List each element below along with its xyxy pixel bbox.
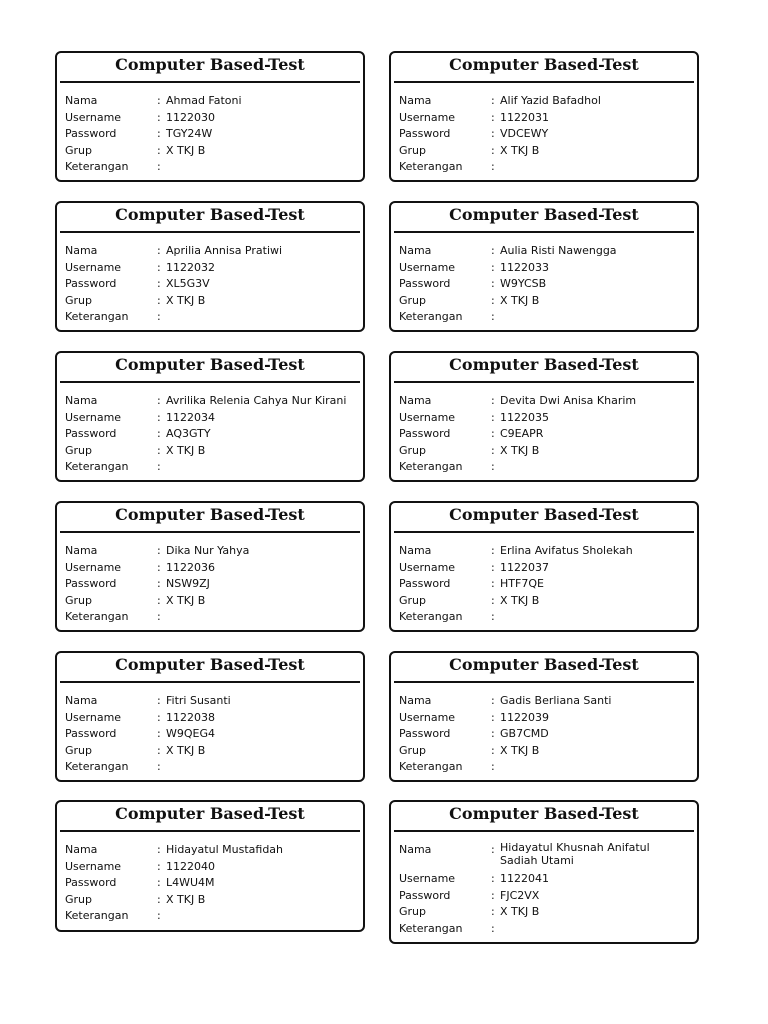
colon: : (491, 160, 495, 173)
field-row-username (399, 560, 697, 577)
colon: : (491, 394, 495, 407)
field-row-grup (65, 143, 363, 160)
keterangan-value (166, 309, 363, 326)
field-row-keterangan (399, 459, 697, 476)
password-value: XL5G3V (166, 277, 210, 290)
card-title: Computer Based-Test (60, 503, 360, 533)
colon: : (491, 143, 495, 157)
login-card (389, 501, 699, 632)
login-card (55, 351, 365, 482)
field-row-username (399, 710, 697, 727)
login-card (389, 651, 699, 782)
field-row-keterangan (65, 908, 363, 925)
field-row-keterangan (399, 609, 697, 626)
colon: : (491, 560, 495, 574)
colon: : (491, 443, 495, 457)
card-title: Computer Based-Test (394, 653, 694, 683)
field-row-username (399, 110, 697, 127)
grup-label: Grup (65, 593, 93, 607)
field-row-password (399, 888, 697, 905)
field-row-nama (65, 393, 363, 410)
grup-value: X TKJ B (500, 443, 540, 457)
nama-value: Erlina Avifatus Sholekah (500, 544, 633, 557)
login-card (55, 51, 365, 182)
keterangan-value (166, 159, 363, 176)
card-title: Computer Based-Test (60, 203, 360, 233)
grup-label: Grup (65, 743, 93, 757)
login-card (389, 800, 699, 944)
nama-value: Dika Nur Yahya (166, 544, 250, 557)
nama-value: Ahmad Fatoni (166, 94, 242, 107)
password-value: W9QEG4 (166, 727, 216, 740)
keterangan-label: Keterangan (399, 760, 463, 773)
colon: : (491, 94, 495, 107)
keterangan-value (500, 309, 697, 326)
keterangan-value (500, 759, 697, 776)
card-title: Computer Based-Test (394, 802, 694, 832)
field-row-password (399, 126, 697, 143)
field-row-nama (399, 693, 697, 710)
card-title: Computer Based-Test (60, 353, 360, 383)
password-value: L4WU4M (166, 876, 215, 889)
keterangan-label: Keterangan (399, 310, 463, 323)
colon: : (491, 921, 495, 935)
field-row-username (65, 260, 363, 277)
colon: : (157, 727, 161, 740)
colon: : (157, 260, 161, 274)
password-value: FJC2VX (500, 888, 540, 902)
login-card (389, 51, 699, 182)
grup-label: Grup (399, 593, 427, 607)
colon: : (491, 710, 495, 724)
card-title: Computer Based-Test (394, 503, 694, 533)
field-row-grup (65, 892, 363, 909)
card-title: Computer Based-Test (60, 802, 360, 832)
username-label: Username (65, 710, 122, 724)
nama-label: Nama (399, 694, 432, 707)
field-row-username (65, 110, 363, 127)
field-row-grup (399, 293, 697, 310)
password-value: VDCEWY (500, 127, 549, 140)
keterangan-label: Keterangan (65, 460, 129, 473)
colon: : (491, 694, 495, 707)
password-value: AQ3GTY (166, 427, 211, 440)
password-label: Password (399, 427, 451, 440)
nama-label: Nama (65, 544, 98, 557)
password-label: Password (399, 888, 451, 902)
field-row-password (65, 276, 363, 293)
login-card (55, 201, 365, 332)
username-label: Username (65, 260, 122, 274)
keterangan-value (166, 759, 363, 776)
grup-label: Grup (65, 443, 93, 457)
field-row-password (65, 576, 363, 593)
field-row-password (65, 726, 363, 743)
nama-value: Fitri Susanti (166, 694, 231, 707)
keterangan-value (500, 159, 697, 176)
field-row-nama (399, 393, 697, 410)
colon: : (491, 610, 495, 623)
grup-value: X TKJ B (166, 593, 206, 607)
colon: : (491, 872, 495, 885)
username-value: 1122035 (500, 410, 549, 424)
colon: : (157, 277, 161, 290)
login-card (55, 501, 365, 632)
username-label: Username (399, 260, 456, 274)
keterangan-label: Keterangan (65, 160, 129, 173)
grup-value: X TKJ B (500, 743, 540, 757)
colon: : (491, 905, 495, 918)
keterangan-label: Keterangan (65, 909, 129, 922)
nama-value: Gadis Berliana Santi (500, 694, 612, 707)
field-row-grup (399, 443, 697, 460)
field-row-password (399, 726, 697, 743)
username-label: Username (65, 560, 122, 574)
colon: : (157, 593, 161, 607)
colon: : (157, 743, 161, 757)
colon: : (157, 143, 161, 157)
grup-value: X TKJ B (166, 443, 206, 457)
nama-label: Nama (65, 394, 98, 407)
username-value: 1122034 (166, 410, 215, 424)
keterangan-value (166, 459, 363, 476)
grup-label: Grup (65, 143, 93, 157)
field-row-nama (399, 842, 697, 871)
colon: : (157, 410, 161, 424)
colon: : (491, 843, 495, 856)
colon: : (157, 293, 161, 307)
grup-value: X TKJ B (500, 905, 540, 918)
username-label: Username (399, 872, 456, 885)
colon: : (157, 694, 161, 707)
keterangan-label: Keterangan (399, 160, 463, 173)
username-value: 1122037 (500, 560, 549, 574)
grup-label: Grup (399, 905, 427, 918)
colon: : (157, 394, 161, 407)
field-row-grup (65, 593, 363, 610)
password-value: HTF7QE (500, 577, 544, 590)
username-value: 1122032 (166, 260, 215, 274)
colon: : (157, 876, 161, 889)
username-value: 1122031 (500, 110, 549, 124)
field-row-password (65, 426, 363, 443)
keterangan-label: Keterangan (399, 610, 463, 623)
username-value: 1122039 (500, 710, 549, 724)
keterangan-value (500, 459, 697, 476)
colon: : (491, 593, 495, 607)
grup-value: X TKJ B (500, 293, 540, 307)
colon: : (157, 427, 161, 440)
username-value: 1122036 (166, 560, 215, 574)
colon: : (157, 859, 161, 873)
nama-value: Aulia Risti Nawengga (500, 244, 617, 257)
field-row-grup (65, 293, 363, 310)
nama-label: Nama (65, 694, 98, 707)
colon: : (157, 760, 161, 773)
field-row-keterangan (65, 759, 363, 776)
colon: : (491, 127, 495, 140)
username-label: Username (399, 560, 456, 574)
keterangan-label: Keterangan (399, 460, 463, 473)
username-value: 1122040 (166, 859, 215, 873)
colon: : (491, 310, 495, 323)
password-label: Password (65, 427, 117, 440)
username-label: Username (65, 410, 122, 424)
colon: : (157, 160, 161, 173)
grup-label: Grup (65, 892, 93, 906)
card-title: Computer Based-Test (394, 353, 694, 383)
field-row-keterangan (399, 309, 697, 326)
password-label: Password (65, 277, 117, 290)
password-label: Password (399, 577, 451, 590)
password-value: C9EAPR (500, 427, 544, 440)
colon: : (157, 110, 161, 124)
field-row-grup (399, 593, 697, 610)
colon: : (157, 94, 161, 107)
field-row-keterangan (65, 159, 363, 176)
grup-label: Grup (399, 443, 427, 457)
colon: : (491, 888, 495, 902)
nama-label: Nama (65, 244, 98, 257)
field-row-nama (399, 543, 697, 560)
field-row-nama (65, 243, 363, 260)
colon: : (157, 892, 161, 906)
field-row-username (399, 410, 697, 427)
field-row-nama (65, 842, 363, 859)
grup-value: X TKJ B (166, 743, 206, 757)
keterangan-value (500, 609, 697, 626)
nama-label: Nama (399, 94, 432, 107)
field-row-grup (65, 443, 363, 460)
password-value: NSW9ZJ (166, 577, 210, 590)
grup-label: Grup (399, 743, 427, 757)
username-value: 1122033 (500, 260, 549, 274)
login-card (55, 651, 365, 782)
nama-value: Alif Yazid Bafadhol (500, 94, 601, 107)
field-row-keterangan (399, 159, 697, 176)
password-label: Password (399, 277, 451, 290)
nama-value: Hidayatul Mustafidah (166, 843, 284, 856)
field-row-username (65, 560, 363, 577)
field-row-nama (65, 543, 363, 560)
field-row-nama (399, 93, 697, 110)
keterangan-label: Keterangan (65, 310, 129, 323)
grup-value: X TKJ B (166, 892, 206, 906)
username-value: 1122030 (166, 110, 215, 124)
nama-label: Nama (399, 544, 432, 557)
nama-label: Nama (65, 843, 98, 856)
password-label: Password (65, 727, 117, 740)
card-title: Computer Based-Test (60, 653, 360, 683)
colon: : (157, 443, 161, 457)
grup-value: X TKJ B (166, 293, 206, 307)
colon: : (491, 427, 495, 440)
colon: : (491, 110, 495, 124)
keterangan-label: Keterangan (65, 610, 129, 623)
colon: : (157, 610, 161, 623)
username-label: Username (65, 859, 122, 873)
colon: : (491, 743, 495, 757)
field-row-password (65, 126, 363, 143)
keterangan-label: Keterangan (65, 760, 129, 773)
password-value: TGY24W (166, 127, 213, 140)
grup-label: Grup (399, 293, 427, 307)
password-label: Password (399, 127, 451, 140)
password-label: Password (399, 727, 451, 740)
password-label: Password (65, 876, 117, 889)
grup-value: X TKJ B (166, 143, 206, 157)
colon: : (157, 909, 161, 922)
card-title: Computer Based-Test (60, 53, 360, 83)
field-row-password (65, 875, 363, 892)
field-row-grup (65, 743, 363, 760)
login-card (55, 800, 365, 932)
keterangan-value (166, 908, 363, 925)
colon: : (491, 727, 495, 740)
field-row-username (65, 859, 363, 876)
nama-label: Nama (399, 843, 432, 856)
field-row-password (399, 576, 697, 593)
field-row-password (399, 426, 697, 443)
username-label: Username (65, 110, 122, 124)
colon: : (491, 577, 495, 590)
field-row-keterangan (399, 921, 697, 938)
field-row-password (399, 276, 697, 293)
card-title: Computer Based-Test (394, 203, 694, 233)
grup-value: X TKJ B (500, 593, 540, 607)
username-value: 1122038 (166, 710, 215, 724)
password-label: Password (65, 127, 117, 140)
password-label: Password (65, 577, 117, 590)
nama-value: Devita Dwi Anisa Kharim (500, 394, 637, 407)
username-label: Username (399, 410, 456, 424)
nama-label: Nama (399, 394, 432, 407)
colon: : (157, 710, 161, 724)
colon: : (491, 260, 495, 274)
username-label: Username (399, 110, 456, 124)
colon: : (491, 410, 495, 424)
password-value: GB7CMD (500, 727, 549, 740)
field-row-username (65, 710, 363, 727)
field-row-username (65, 410, 363, 427)
username-value: 1122041 (500, 872, 549, 885)
keterangan-label: Keterangan (399, 921, 463, 935)
grup-label: Grup (399, 143, 427, 157)
colon: : (157, 577, 161, 590)
colon: : (491, 460, 495, 473)
field-row-username (399, 871, 697, 888)
colon: : (157, 544, 161, 557)
username-label: Username (399, 710, 456, 724)
field-row-grup (399, 904, 697, 921)
colon: : (491, 544, 495, 557)
nama-value: Hidayatul Khusnah Anifatul Sadiah Utami (500, 841, 650, 867)
field-row-grup (399, 743, 697, 760)
colon: : (157, 460, 161, 473)
nama-value: Aprilia Annisa Pratiwi (166, 244, 283, 257)
colon: : (157, 560, 161, 574)
grup-label: Grup (65, 293, 93, 307)
grup-value: X TKJ B (500, 143, 540, 157)
password-value: W9YCSB (500, 277, 547, 290)
nama-label: Nama (399, 244, 432, 257)
colon: : (157, 127, 161, 140)
colon: : (157, 310, 161, 323)
nama-label: Nama (65, 94, 98, 107)
colon: : (157, 843, 161, 856)
keterangan-value (166, 609, 363, 626)
colon: : (491, 293, 495, 307)
field-row-keterangan (399, 759, 697, 776)
login-card (389, 201, 699, 332)
field-row-nama (65, 93, 363, 110)
field-row-keterangan (65, 459, 363, 476)
field-row-nama (399, 243, 697, 260)
field-row-nama (65, 693, 363, 710)
colon: : (491, 244, 495, 257)
colon: : (491, 760, 495, 773)
keterangan-value (500, 921, 697, 938)
nama-value: Avrilika Relenia Cahya Nur Kirani (166, 394, 347, 407)
field-row-username (399, 260, 697, 277)
field-row-grup (399, 143, 697, 160)
colon: : (157, 244, 161, 257)
field-row-keterangan (65, 309, 363, 326)
field-row-keterangan (65, 609, 363, 626)
login-card (389, 351, 699, 482)
colon: : (491, 277, 495, 290)
card-title: Computer Based-Test (394, 53, 694, 83)
